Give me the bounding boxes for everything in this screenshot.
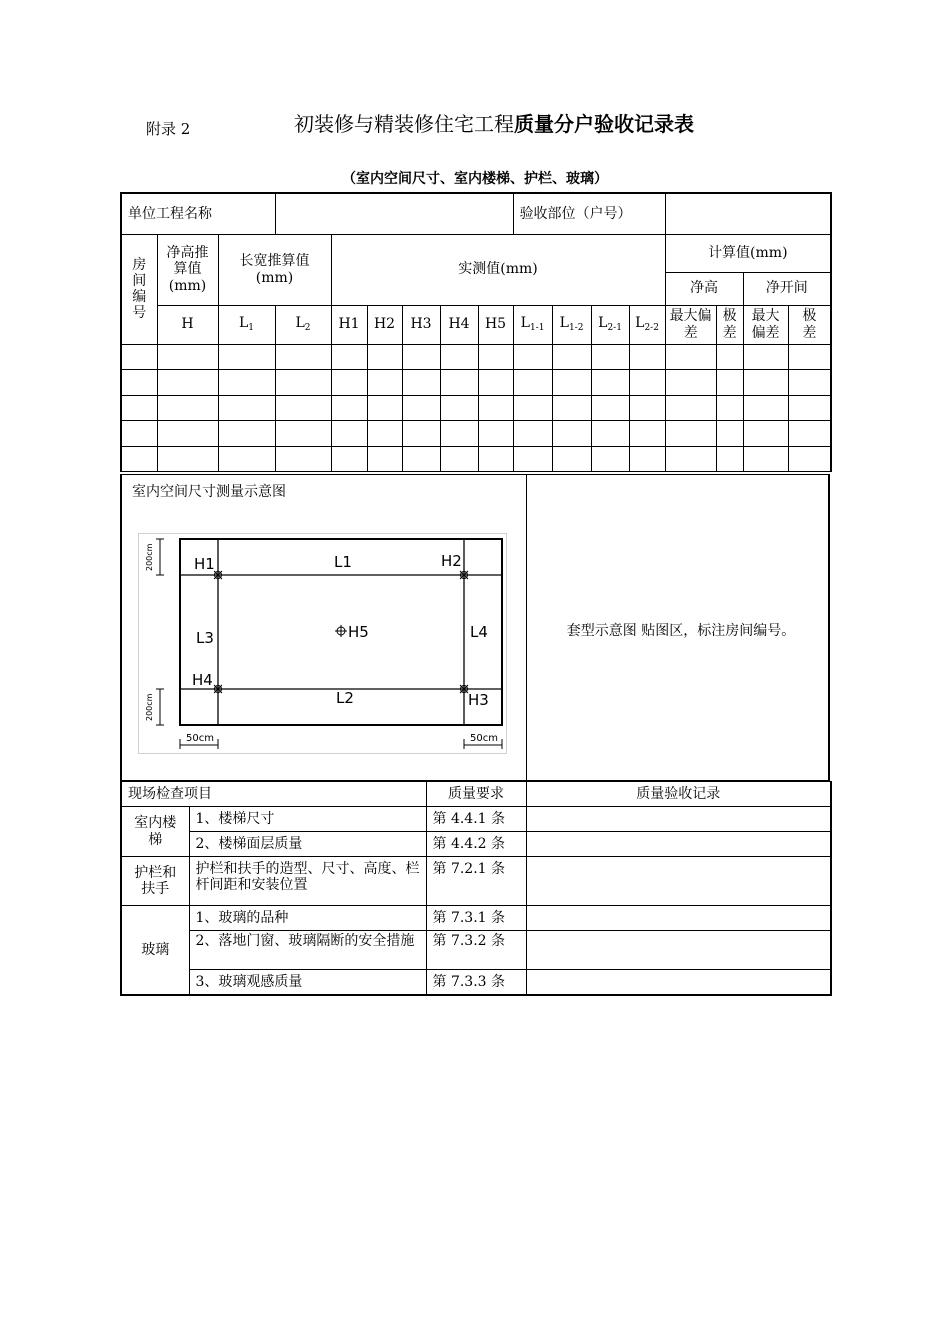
label-l4: L4 [470,623,488,641]
label-l3: L3 [196,629,214,647]
blank-row [121,370,831,396]
calc-header: 计算值(mm) [665,234,831,272]
blank-cell[interactable] [665,344,716,370]
blank-cell[interactable] [367,421,402,447]
label-h3: H3 [468,691,489,709]
blank-cell[interactable] [591,446,629,472]
net-height-header: 净高 [665,272,743,305]
inspection-item-header: 现场检查项目 [121,782,426,807]
blank-cell[interactable] [121,421,157,447]
blank-cell[interactable] [743,421,788,447]
blank-cell[interactable] [440,344,478,370]
dim-50-left: 50cm [186,733,214,744]
blank-cell[interactable] [513,370,552,396]
group-glass: 玻璃 [121,906,189,995]
blank-cell[interactable] [591,344,629,370]
stairs-item-1: 1、楼梯尺寸 [189,807,426,832]
blank-cell[interactable] [157,446,218,472]
blank-cell[interactable] [788,421,831,447]
col-H: H [157,305,218,344]
glass-req-1: 第 7.3.1 条 [426,906,526,931]
col-H4: H4 [440,305,478,344]
col-L2-2: $L_{2-2}$ [629,305,665,344]
blank-cell[interactable] [665,370,716,396]
group-railing: 护栏和扶手 [121,857,189,906]
blank-cell[interactable] [218,446,275,472]
blank-cell[interactable] [716,395,743,421]
blank-cell[interactable] [440,370,478,396]
blank-cell[interactable] [665,395,716,421]
col-H5: H5 [478,305,513,344]
col-opening-range: 极差 [788,305,831,344]
label-h2: H2 [441,552,462,570]
blank-cell[interactable] [665,421,716,447]
blank-row [121,446,831,472]
dim-200-bottom: 200cm [145,693,154,721]
blank-cell[interactable] [629,395,665,421]
label-l2: L2 [336,689,354,707]
blank-cell[interactable] [629,344,665,370]
blank-cell[interactable] [367,446,402,472]
blank-cell[interactable] [218,370,275,396]
label-l1: L1 [334,553,352,571]
blank-cell[interactable] [157,421,218,447]
blank-cell[interactable] [591,370,629,396]
blank-cell[interactable] [402,395,440,421]
blank-cell[interactable] [402,421,440,447]
blank-cell[interactable] [513,344,552,370]
inspection-part-value[interactable] [665,193,831,234]
glass-req-3: 第 7.3.3 条 [426,970,526,995]
blank-cell[interactable] [743,395,788,421]
stairs-record-2[interactable] [526,832,831,857]
col-height-range: 极差 [716,305,743,344]
blank-cell[interactable] [121,395,157,421]
blank-cell[interactable] [331,421,367,447]
blank-row [121,344,831,370]
blank-cell[interactable] [552,395,591,421]
blank-rows [121,344,831,472]
blank-row [121,421,831,447]
blank-row [121,395,831,421]
room-no-header: 房间编号 [121,234,157,344]
blank-cell[interactable] [788,446,831,472]
blank-cell[interactable] [121,344,157,370]
title-bold: 质量分户验收记录表 [514,112,694,136]
blank-cell[interactable] [367,344,402,370]
col-height-max-dev: 最大偏差 [665,305,716,344]
blank-cell[interactable] [591,395,629,421]
measurement-table [120,192,832,472]
blank-cell[interactable] [716,446,743,472]
blank-cell[interactable] [121,446,157,472]
blank-cell[interactable] [743,370,788,396]
blank-cell[interactable] [788,344,831,370]
col-L1-1: $L_{1-1}$ [513,305,552,344]
quality-req-header: 质量要求 [426,782,526,807]
col-opening-max-dev: 最大偏差 [743,305,788,344]
blank-cell[interactable] [716,421,743,447]
blank-cell[interactable] [478,370,513,396]
blank-cell[interactable] [552,421,591,447]
blank-cell[interactable] [157,344,218,370]
col-L2: $L_2$ [275,305,331,344]
railing-item-1: 护栏和扶手的造型、尺寸、高度、栏杆间距和安装位置 [189,857,426,906]
blank-cell[interactable] [552,344,591,370]
glass-record-3[interactable] [526,970,831,995]
railing-req-1: 第 7.2.1 条 [426,857,526,906]
blank-cell[interactable] [275,370,331,396]
blank-cell[interactable] [478,446,513,472]
blank-cell[interactable] [367,370,402,396]
blank-cell[interactable] [440,395,478,421]
blank-cell[interactable] [629,370,665,396]
glass-record-1[interactable] [526,906,831,931]
blank-cell[interactable] [478,344,513,370]
blank-cell[interactable] [629,446,665,472]
measured-header: 实测值(mm) [331,234,665,305]
blank-cell[interactable] [552,370,591,396]
page-title [294,108,694,137]
blank-cell[interactable] [218,395,275,421]
blank-cell[interactable] [788,370,831,396]
dim-50-right: 50cm [470,733,498,744]
blank-cell[interactable] [716,344,743,370]
col-L1: $L_1$ [218,305,275,344]
blank-cell[interactable] [331,446,367,472]
inspection-table [120,781,832,996]
unit-name-label: 单位工程名称 [121,193,275,234]
blank-cell[interactable] [629,421,665,447]
blank-cell[interactable] [440,446,478,472]
railing-record-1[interactable] [526,857,831,906]
stairs-item-2: 2、楼梯面层质量 [189,832,426,857]
net-opening-header: 净开间 [743,272,831,305]
group-stairs: 室内楼梯 [121,807,189,857]
col-L1-2: $L_{1-2}$ [552,305,591,344]
blank-cell[interactable] [743,344,788,370]
label-h5: H5 [348,623,369,641]
blank-cell[interactable] [788,395,831,421]
stairs-record-1[interactable] [526,807,831,832]
glass-item-2: 2、落地门窗、玻璃隔断的安全措施 [189,931,426,970]
blank-cell[interactable] [440,421,478,447]
blank-cell[interactable] [665,446,716,472]
blank-cell[interactable] [402,344,440,370]
unit-name-value[interactable] [275,193,513,234]
blank-cell[interactable] [513,446,552,472]
lw-est-header: 长宽推算值(mm) [218,234,331,305]
diagram-section [120,474,830,781]
blank-cell[interactable] [275,421,331,447]
divider [526,475,527,780]
blank-cell[interactable] [331,344,367,370]
blank-cell[interactable] [478,395,513,421]
net-height-est-header: 净高推算值(mm) [157,234,218,305]
stairs-req-1: 第 4.4.1 条 [426,807,526,832]
inspection-part-label: 验收部位（户号） [513,193,665,234]
blank-cell[interactable] [218,421,275,447]
col-H1: H1 [331,305,367,344]
blank-cell[interactable] [157,395,218,421]
title-plain: 初装修与精装修住宅工程 [294,112,514,136]
stairs-req-2: 第 4.4.2 条 [426,832,526,857]
blank-cell[interactable] [121,370,157,396]
blank-cell[interactable] [331,370,367,396]
room-measure-diagram [138,533,508,755]
blank-cell[interactable] [743,446,788,472]
blank-cell[interactable] [367,395,402,421]
quality-record-header: 质量验收记录 [526,782,831,807]
blank-cell[interactable] [591,421,629,447]
blank-cell[interactable] [157,370,218,396]
blank-cell[interactable] [331,395,367,421]
blank-cell[interactable] [716,370,743,396]
blank-cell[interactable] [275,395,331,421]
col-H2: H2 [367,305,402,344]
blank-cell[interactable] [402,370,440,396]
glass-item-3: 3、玻璃观感质量 [189,970,426,995]
blank-cell[interactable] [275,446,331,472]
glass-item-1: 1、玻璃的品种 [189,906,426,931]
blank-cell[interactable] [552,446,591,472]
diagram-label: 室内空间尺寸测量示意图 [132,484,286,500]
page-subtitle: （室内空间尺寸、室内楼梯、护栏、玻璃） [342,171,608,187]
label-h4: H4 [192,671,213,689]
label-h1: H1 [194,555,215,573]
appendix-label: 附录 2 [146,120,191,138]
blank-cell[interactable] [513,421,552,447]
blank-cell[interactable] [275,344,331,370]
col-L2-1: $L_{2-1}$ [591,305,629,344]
dim-200-top: 200cm [145,543,154,571]
col-H3: H3 [402,305,440,344]
glass-req-2: 第 7.3.2 条 [426,931,526,970]
blank-cell[interactable] [218,344,275,370]
glass-record-2[interactable] [526,931,831,970]
blank-cell[interactable] [513,395,552,421]
blank-cell[interactable] [478,421,513,447]
paste-area-text: 套型示意图 贴图区，标注房间编号。 [566,623,796,639]
blank-cell[interactable] [402,446,440,472]
